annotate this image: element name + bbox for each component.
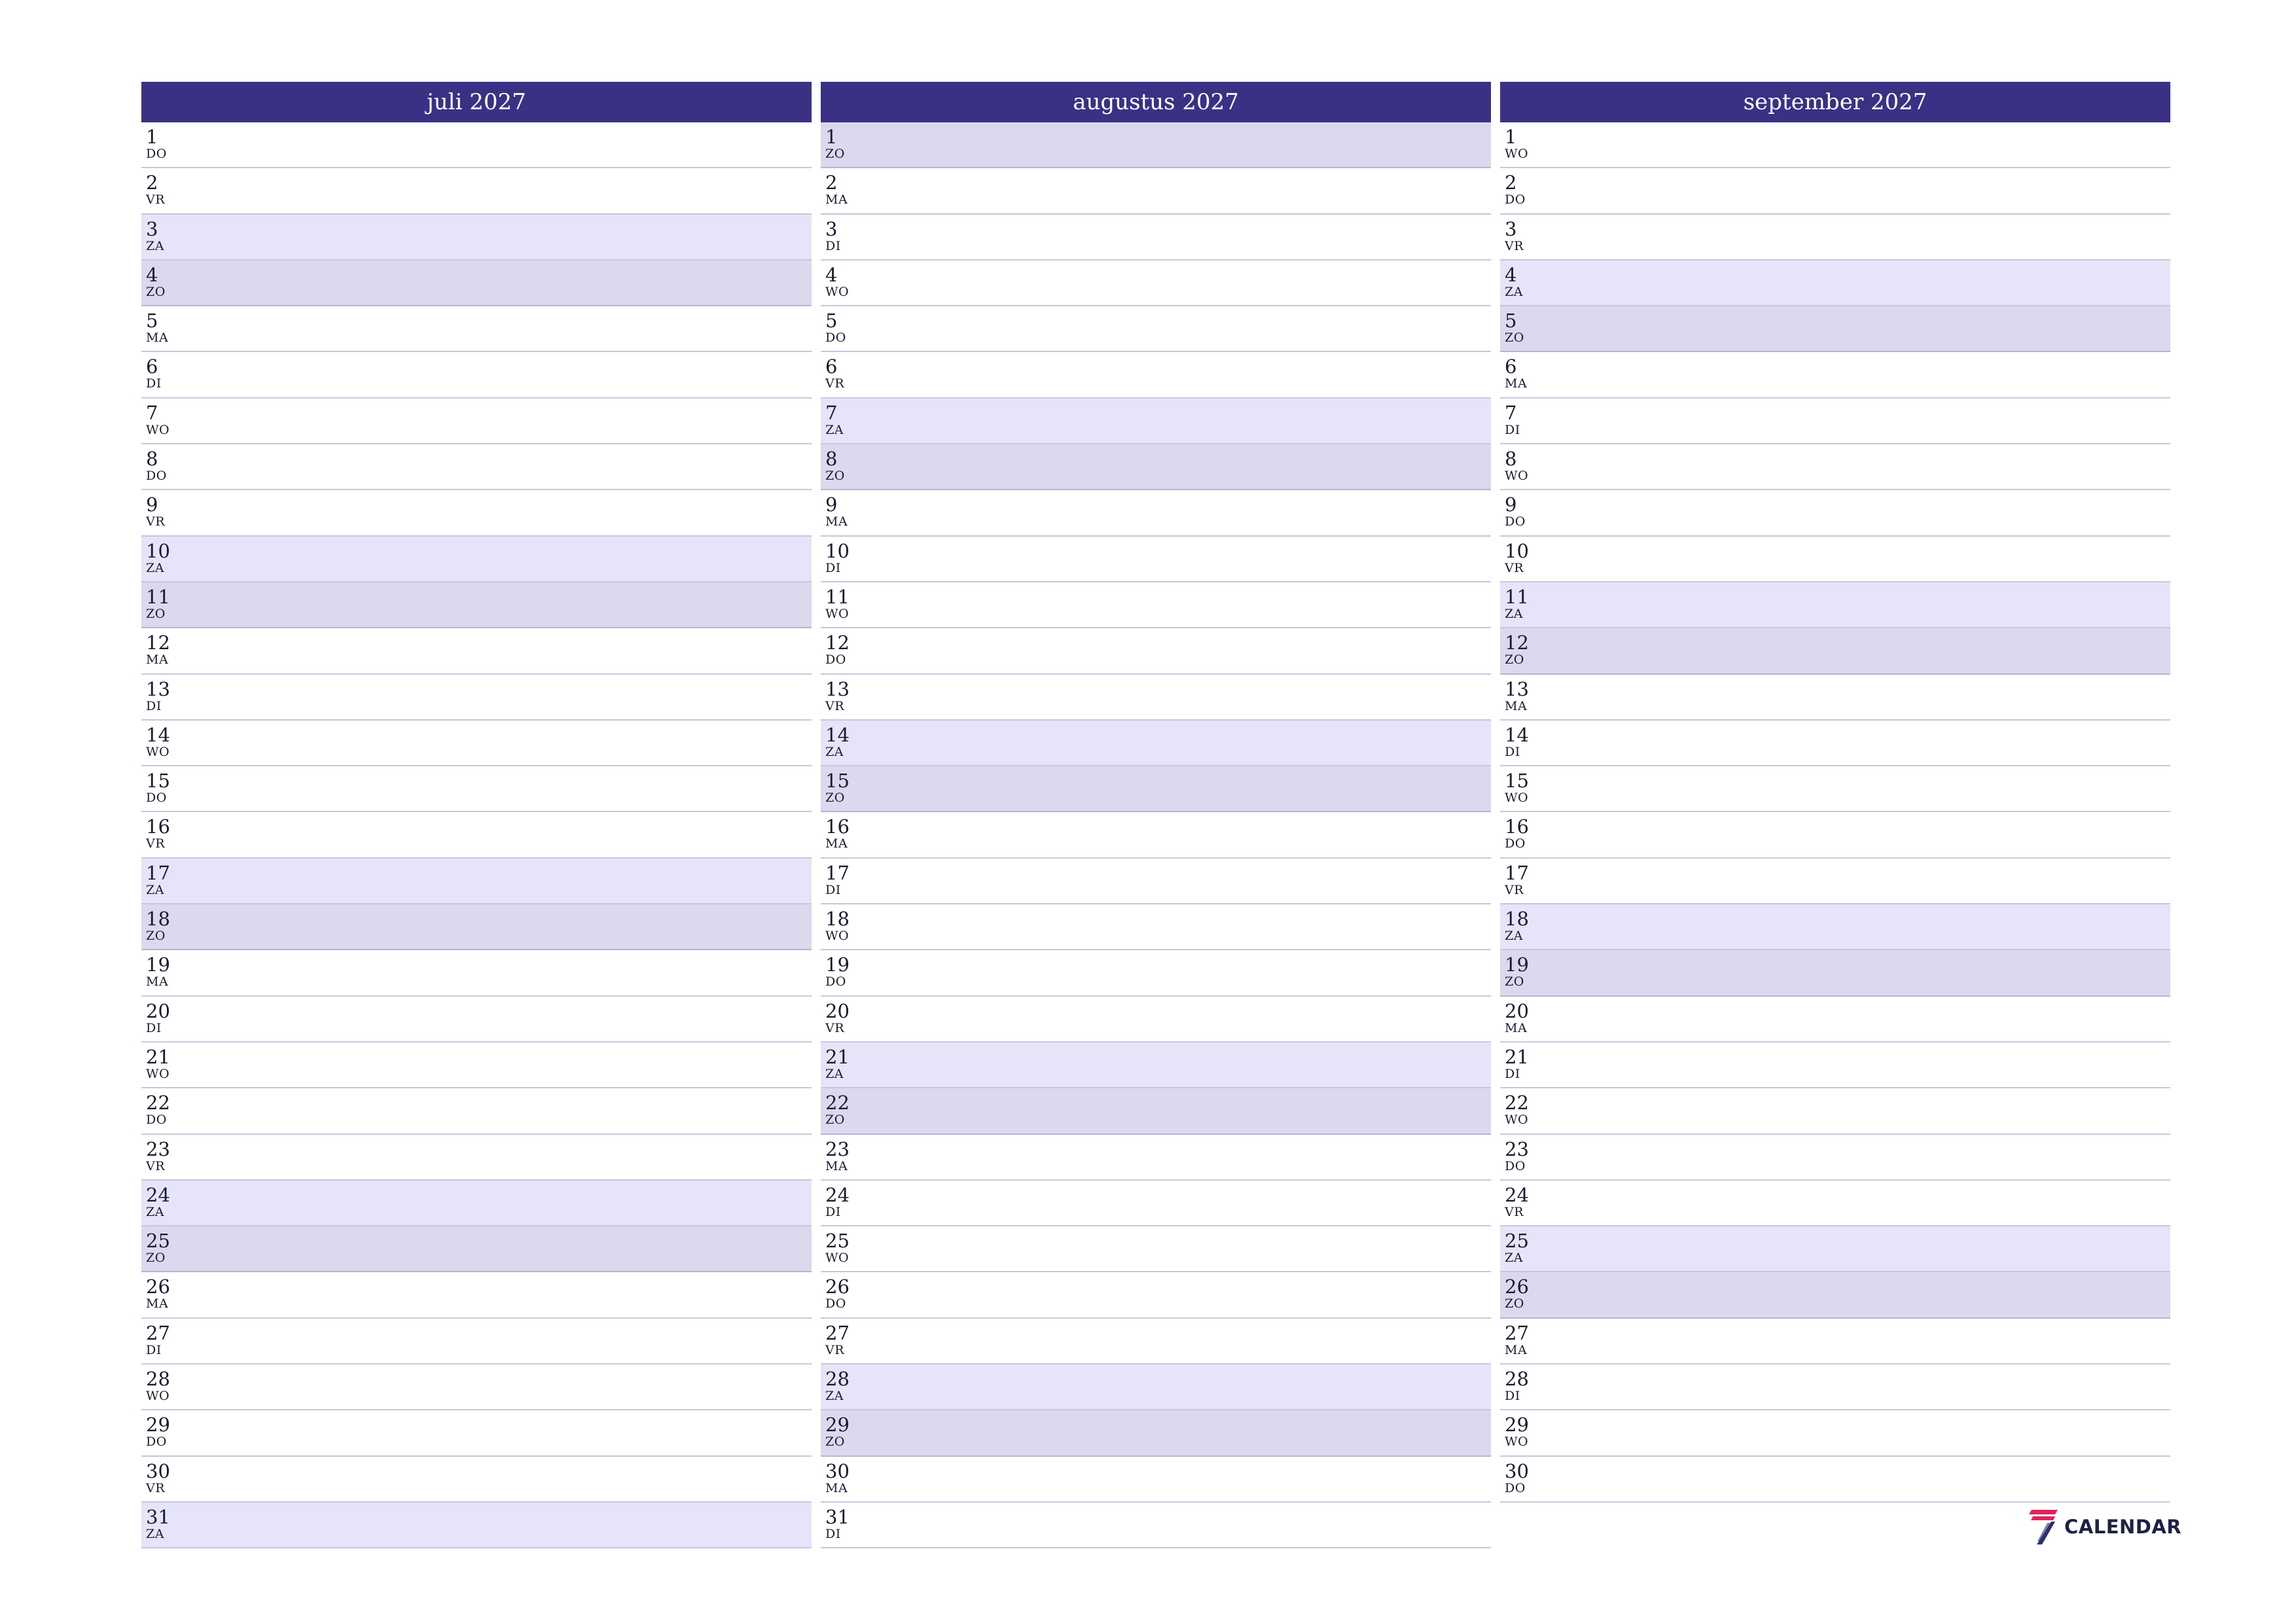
day-row bbox=[141, 1043, 812, 1088]
day-row bbox=[141, 537, 812, 582]
day-number: 14 bbox=[146, 723, 170, 746]
day-number: 1 bbox=[146, 126, 158, 148]
weekday-abbrev: ZA bbox=[146, 1204, 164, 1219]
day-row bbox=[1500, 628, 2170, 674]
day-number: 4 bbox=[146, 263, 158, 286]
day-number: 19 bbox=[1505, 954, 1529, 976]
day-row bbox=[1500, 444, 2170, 490]
weekday-abbrev: DI bbox=[825, 560, 841, 575]
day-number: 13 bbox=[825, 677, 850, 700]
day-row bbox=[141, 1319, 812, 1364]
day-row bbox=[821, 215, 1491, 260]
day-number: 7 bbox=[1505, 401, 1517, 424]
day-row bbox=[141, 122, 812, 168]
weekday-abbrev: DO bbox=[825, 652, 846, 668]
day-number: 5 bbox=[1505, 310, 1517, 332]
weekday-abbrev: ZA bbox=[146, 560, 164, 575]
day-row bbox=[141, 168, 812, 214]
weekday-abbrev: MA bbox=[1505, 1020, 1528, 1035]
day-number: 20 bbox=[825, 999, 850, 1022]
day-row bbox=[141, 628, 812, 674]
weekday-abbrev: DI bbox=[146, 376, 162, 391]
day-row bbox=[141, 1181, 812, 1226]
weekday-abbrev: DI bbox=[1505, 744, 1520, 759]
month-header: augustus 2027 bbox=[821, 82, 1491, 122]
day-number: 1 bbox=[1505, 126, 1517, 148]
day-row bbox=[1500, 997, 2170, 1043]
day-row bbox=[821, 537, 1491, 582]
weekday-abbrev: WO bbox=[1505, 147, 1529, 161]
weekday-abbrev: MA bbox=[825, 514, 848, 529]
weekday-abbrev: ZO bbox=[146, 929, 166, 944]
day-number: 20 bbox=[146, 999, 170, 1022]
day-row bbox=[821, 1503, 1491, 1548]
day-row bbox=[1500, 1226, 2170, 1272]
day-number: 5 bbox=[146, 310, 158, 332]
day-row bbox=[821, 997, 1491, 1043]
day-row bbox=[1500, 352, 2170, 398]
day-number: 22 bbox=[1505, 1092, 1529, 1115]
day-number: 6 bbox=[825, 355, 838, 378]
weekday-abbrev: MA bbox=[1505, 376, 1528, 391]
day-row bbox=[821, 1410, 1491, 1456]
day-number: 28 bbox=[825, 1368, 850, 1391]
day-row bbox=[821, 168, 1491, 214]
weekday-abbrev: MA bbox=[146, 974, 169, 990]
day-number: 27 bbox=[1505, 1321, 1529, 1344]
day-row bbox=[1500, 1181, 2170, 1226]
weekday-abbrev: DI bbox=[825, 1204, 841, 1219]
weekday-abbrev: DO bbox=[1505, 836, 1526, 851]
day-row bbox=[821, 859, 1491, 904]
day-number: 11 bbox=[825, 585, 850, 608]
day-row bbox=[1500, 582, 2170, 628]
weekday-abbrev: WO bbox=[825, 1251, 850, 1266]
day-row bbox=[821, 1272, 1491, 1318]
day-number: 2 bbox=[825, 171, 838, 194]
weekday-abbrev: ZO bbox=[825, 147, 845, 161]
weekday-abbrev: DO bbox=[1505, 1480, 1526, 1495]
day-row bbox=[1500, 766, 2170, 812]
day-row bbox=[141, 215, 812, 260]
day-row bbox=[1500, 537, 2170, 582]
day-row bbox=[141, 1272, 812, 1318]
day-number: 13 bbox=[146, 677, 170, 700]
day-number: 18 bbox=[146, 908, 170, 931]
day-row bbox=[1500, 122, 2170, 168]
day-row bbox=[1500, 1364, 2170, 1410]
day-number: 24 bbox=[146, 1183, 170, 1206]
weekday-abbrev: WO bbox=[146, 422, 170, 437]
weekday-abbrev: ZO bbox=[146, 284, 166, 299]
weekday-abbrev: MA bbox=[1505, 698, 1528, 713]
day-number: 18 bbox=[825, 908, 850, 931]
day-row bbox=[821, 1043, 1491, 1088]
day-number: 28 bbox=[1505, 1368, 1529, 1391]
weekday-abbrev: WO bbox=[1505, 1435, 1529, 1450]
weekday-abbrev: DO bbox=[1505, 514, 1526, 529]
day-row bbox=[1500, 1088, 2170, 1134]
weekday-abbrev: ZO bbox=[146, 1251, 166, 1266]
day-row bbox=[821, 1181, 1491, 1226]
day-row bbox=[141, 904, 812, 950]
day-row bbox=[821, 766, 1491, 812]
day-number: 26 bbox=[1505, 1275, 1529, 1298]
weekday-abbrev: MA bbox=[146, 330, 169, 346]
weekday-abbrev: VR bbox=[1505, 238, 1524, 253]
day-row bbox=[141, 1410, 812, 1456]
brand-text: CALENDAR bbox=[2064, 1516, 2182, 1538]
weekday-abbrev: DO bbox=[825, 1296, 846, 1311]
weekday-abbrev: DO bbox=[1505, 1158, 1526, 1173]
day-row bbox=[1500, 260, 2170, 306]
weekday-abbrev: ZA bbox=[825, 744, 844, 759]
weekday-abbrev: MA bbox=[146, 652, 169, 668]
day-number: 7 bbox=[146, 401, 158, 424]
weekday-abbrev: VR bbox=[146, 514, 166, 529]
day-number: 10 bbox=[1505, 539, 1529, 562]
weekday-abbrev: VR bbox=[146, 192, 166, 207]
day-number: 26 bbox=[825, 1275, 850, 1298]
day-row bbox=[141, 766, 812, 812]
seven-logo-icon bbox=[2029, 1508, 2059, 1545]
day-number: 28 bbox=[146, 1368, 170, 1391]
weekday-abbrev: WO bbox=[1505, 791, 1529, 806]
weekday-abbrev: ZO bbox=[1505, 652, 1524, 668]
day-row bbox=[1500, 399, 2170, 444]
weekday-abbrev: DI bbox=[825, 1526, 841, 1541]
day-number: 15 bbox=[1505, 770, 1529, 793]
day-row bbox=[821, 1457, 1491, 1503]
weekday-abbrev: VR bbox=[146, 1480, 166, 1495]
day-number: 29 bbox=[825, 1414, 850, 1436]
day-number: 18 bbox=[1505, 908, 1529, 931]
month-header: september 2027 bbox=[1500, 82, 2170, 122]
day-row bbox=[141, 1135, 812, 1181]
weekday-abbrev: MA bbox=[825, 1158, 848, 1173]
day-row bbox=[1500, 859, 2170, 904]
day-row bbox=[141, 582, 812, 628]
month-column-september bbox=[1500, 82, 2170, 1548]
day-row bbox=[1500, 1272, 2170, 1318]
weekday-abbrev: DO bbox=[825, 330, 846, 346]
day-number: 22 bbox=[146, 1092, 170, 1115]
weekday-abbrev: ZO bbox=[1505, 974, 1524, 990]
weekday-abbrev: VR bbox=[825, 1342, 845, 1357]
day-number: 2 bbox=[146, 171, 158, 194]
day-row bbox=[821, 260, 1491, 306]
day-row bbox=[1500, 490, 2170, 536]
day-row bbox=[141, 1226, 812, 1272]
weekday-abbrev: ZA bbox=[1505, 606, 1523, 621]
weekday-abbrev: WO bbox=[825, 929, 850, 944]
day-number: 3 bbox=[825, 217, 838, 240]
weekday-abbrev: WO bbox=[146, 1389, 170, 1404]
day-number: 24 bbox=[1505, 1183, 1529, 1206]
weekday-abbrev: DO bbox=[146, 469, 167, 484]
weekday-abbrev: ZA bbox=[825, 422, 844, 437]
day-list bbox=[1500, 122, 2170, 1503]
month-column-august bbox=[821, 82, 1491, 1548]
day-row bbox=[141, 399, 812, 444]
weekday-abbrev: VR bbox=[146, 1158, 166, 1173]
day-number: 25 bbox=[825, 1230, 850, 1253]
day-list bbox=[821, 122, 1491, 1548]
weekday-abbrev: WO bbox=[1505, 1113, 1529, 1128]
day-number: 29 bbox=[146, 1414, 170, 1436]
day-number: 7 bbox=[825, 401, 838, 424]
day-number: 23 bbox=[146, 1137, 170, 1160]
day-number: 8 bbox=[825, 448, 838, 471]
day-row bbox=[141, 1503, 812, 1548]
day-number: 11 bbox=[146, 585, 170, 608]
day-number: 16 bbox=[146, 815, 170, 838]
day-row bbox=[821, 122, 1491, 168]
month-header: juli 2027 bbox=[141, 82, 812, 122]
day-number: 27 bbox=[146, 1321, 170, 1344]
day-number: 25 bbox=[1505, 1230, 1529, 1253]
day-row bbox=[1500, 721, 2170, 766]
day-number: 17 bbox=[825, 861, 850, 884]
day-row bbox=[821, 628, 1491, 674]
day-number: 17 bbox=[1505, 861, 1529, 884]
weekday-abbrev: MA bbox=[825, 192, 848, 207]
day-number: 4 bbox=[825, 263, 838, 286]
weekday-abbrev: DI bbox=[146, 1342, 162, 1357]
day-number: 6 bbox=[146, 355, 158, 378]
brand-logo[interactable] bbox=[2029, 1508, 2181, 1545]
month-column-july bbox=[141, 82, 812, 1548]
day-number: 27 bbox=[825, 1321, 850, 1344]
weekday-abbrev: MA bbox=[825, 1480, 848, 1495]
weekday-abbrev: MA bbox=[146, 1296, 169, 1311]
day-row bbox=[141, 812, 812, 858]
weekday-abbrev: VR bbox=[825, 376, 845, 391]
weekday-abbrev: ZO bbox=[1505, 1296, 1524, 1311]
day-number: 8 bbox=[1505, 448, 1517, 471]
day-row bbox=[821, 675, 1491, 721]
day-number: 15 bbox=[825, 770, 850, 793]
day-row bbox=[141, 1364, 812, 1410]
weekday-abbrev: VR bbox=[1505, 882, 1524, 897]
weekday-abbrev: DO bbox=[146, 1435, 167, 1450]
weekday-abbrev: VR bbox=[1505, 560, 1524, 575]
day-number: 16 bbox=[1505, 815, 1529, 838]
day-row bbox=[1500, 168, 2170, 214]
day-number: 21 bbox=[146, 1045, 170, 1068]
weekday-abbrev: VR bbox=[825, 698, 845, 713]
day-number: 3 bbox=[146, 217, 158, 240]
weekday-abbrev: DI bbox=[1505, 1066, 1520, 1081]
day-number: 12 bbox=[146, 632, 170, 654]
weekday-abbrev: ZO bbox=[825, 469, 845, 484]
day-number: 30 bbox=[146, 1459, 170, 1482]
weekday-abbrev: DI bbox=[146, 1020, 162, 1035]
day-row bbox=[821, 950, 1491, 996]
day-row bbox=[821, 490, 1491, 536]
day-number: 5 bbox=[825, 310, 838, 332]
weekday-abbrev: DI bbox=[146, 698, 162, 713]
weekday-abbrev: WO bbox=[146, 1066, 170, 1081]
day-number: 2 bbox=[1505, 171, 1517, 194]
day-row bbox=[141, 675, 812, 721]
day-row bbox=[141, 721, 812, 766]
weekday-abbrev: WO bbox=[825, 606, 850, 621]
day-row bbox=[1500, 215, 2170, 260]
day-number: 4 bbox=[1505, 263, 1517, 286]
weekday-abbrev: MA bbox=[1505, 1342, 1528, 1357]
day-row bbox=[821, 444, 1491, 490]
day-row bbox=[821, 1088, 1491, 1134]
day-row bbox=[141, 1088, 812, 1134]
weekday-abbrev: ZA bbox=[146, 238, 164, 253]
day-number: 21 bbox=[825, 1045, 850, 1068]
day-row bbox=[141, 950, 812, 996]
weekday-abbrev: VR bbox=[1505, 1204, 1524, 1219]
weekday-abbrev: DO bbox=[1505, 192, 1526, 207]
weekday-abbrev: ZO bbox=[825, 1435, 845, 1450]
day-number: 19 bbox=[825, 954, 850, 976]
weekday-abbrev: ZA bbox=[146, 1526, 164, 1541]
weekday-abbrev: ZA bbox=[825, 1066, 844, 1081]
day-row bbox=[141, 444, 812, 490]
day-number: 24 bbox=[825, 1183, 850, 1206]
weekday-abbrev: DI bbox=[1505, 422, 1520, 437]
day-number: 30 bbox=[825, 1459, 850, 1482]
day-row bbox=[1500, 1457, 2170, 1503]
day-number: 15 bbox=[146, 770, 170, 793]
day-number: 3 bbox=[1505, 217, 1517, 240]
weekday-abbrev: WO bbox=[825, 284, 850, 299]
day-list bbox=[141, 122, 812, 1548]
day-row bbox=[141, 260, 812, 306]
day-number: 12 bbox=[1505, 632, 1529, 654]
day-row bbox=[821, 1319, 1491, 1364]
day-number: 30 bbox=[1505, 1459, 1529, 1482]
day-row bbox=[1500, 904, 2170, 950]
day-number: 8 bbox=[146, 448, 158, 471]
day-row bbox=[1500, 306, 2170, 352]
day-number: 14 bbox=[825, 723, 850, 746]
day-row bbox=[141, 352, 812, 398]
day-number: 31 bbox=[146, 1505, 170, 1528]
weekday-abbrev: ZO bbox=[146, 606, 166, 621]
day-row bbox=[1500, 1410, 2170, 1456]
weekday-abbrev: ZO bbox=[825, 791, 845, 806]
day-number: 17 bbox=[146, 861, 170, 884]
weekday-abbrev: ZA bbox=[1505, 1251, 1523, 1266]
day-row bbox=[1500, 812, 2170, 858]
day-number: 21 bbox=[1505, 1045, 1529, 1068]
weekday-abbrev: VR bbox=[146, 836, 166, 851]
day-number: 10 bbox=[825, 539, 850, 562]
weekday-abbrev: WO bbox=[1505, 469, 1529, 484]
day-number: 13 bbox=[1505, 677, 1529, 700]
day-number: 23 bbox=[825, 1137, 850, 1160]
day-row bbox=[821, 399, 1491, 444]
day-row bbox=[1500, 675, 2170, 721]
weekday-abbrev: WO bbox=[146, 744, 170, 759]
day-number: 26 bbox=[146, 1275, 170, 1298]
day-row bbox=[821, 721, 1491, 766]
day-row bbox=[141, 490, 812, 536]
weekday-abbrev: DO bbox=[146, 147, 167, 161]
day-row bbox=[821, 582, 1491, 628]
weekday-abbrev: DO bbox=[825, 974, 846, 990]
day-number: 16 bbox=[825, 815, 850, 838]
day-row bbox=[821, 352, 1491, 398]
day-row bbox=[821, 1135, 1491, 1181]
day-row bbox=[1500, 1135, 2170, 1181]
day-row bbox=[1500, 1043, 2170, 1088]
day-number: 25 bbox=[146, 1230, 170, 1253]
day-row bbox=[821, 306, 1491, 352]
weekday-abbrev: DI bbox=[825, 882, 841, 897]
day-row bbox=[141, 1457, 812, 1503]
weekday-abbrev: MA bbox=[825, 836, 848, 851]
day-number: 29 bbox=[1505, 1414, 1529, 1436]
day-row bbox=[821, 1226, 1491, 1272]
weekday-abbrev: ZA bbox=[1505, 929, 1523, 944]
weekday-abbrev: VR bbox=[825, 1020, 845, 1035]
day-number: 23 bbox=[1505, 1137, 1529, 1160]
day-row bbox=[141, 859, 812, 904]
weekday-abbrev: ZA bbox=[1505, 284, 1523, 299]
day-number: 9 bbox=[1505, 493, 1517, 516]
three-month-calendar bbox=[141, 82, 2170, 1548]
day-number: 6 bbox=[1505, 355, 1517, 378]
weekday-abbrev: DO bbox=[146, 791, 167, 806]
day-number: 9 bbox=[146, 493, 158, 516]
weekday-abbrev: DI bbox=[1505, 1389, 1520, 1404]
day-number: 14 bbox=[1505, 723, 1529, 746]
day-number: 12 bbox=[825, 632, 850, 654]
day-number: 11 bbox=[1505, 585, 1529, 608]
day-row bbox=[1500, 1319, 2170, 1364]
day-row bbox=[821, 904, 1491, 950]
day-row bbox=[821, 1364, 1491, 1410]
weekday-abbrev: ZO bbox=[825, 1113, 845, 1128]
day-number: 9 bbox=[825, 493, 838, 516]
weekday-abbrev: ZO bbox=[1505, 330, 1524, 346]
day-number: 1 bbox=[825, 126, 838, 148]
weekday-abbrev: DO bbox=[146, 1113, 167, 1128]
day-number: 10 bbox=[146, 539, 170, 562]
day-number: 19 bbox=[146, 954, 170, 976]
day-row bbox=[1500, 950, 2170, 996]
weekday-abbrev: ZA bbox=[146, 882, 164, 897]
day-row bbox=[141, 997, 812, 1043]
weekday-abbrev: DI bbox=[825, 238, 841, 253]
day-number: 20 bbox=[1505, 999, 1529, 1022]
day-row bbox=[141, 306, 812, 352]
day-number: 31 bbox=[825, 1505, 850, 1528]
weekday-abbrev: ZA bbox=[825, 1389, 844, 1404]
day-row bbox=[821, 812, 1491, 858]
day-number: 22 bbox=[825, 1092, 850, 1115]
